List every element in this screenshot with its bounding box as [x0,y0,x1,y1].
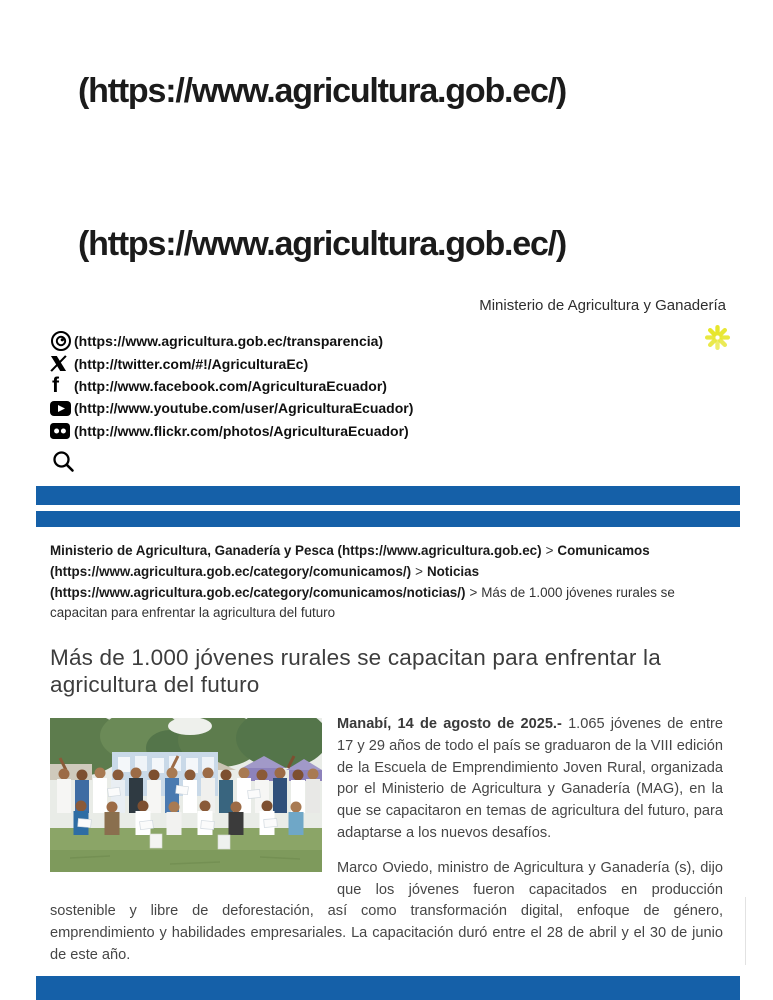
article-paragraph-2: Marco Oviedo, ministro de Agricultura y Ganadería (s), dijo que los jóvenes fueron capacitados en producción sostenible y libre de deforestación, así como transformación digital, enfoque de género, emprendimiento y habilidades empresariales. La capacitación duró entre el 28 de abril y el 30 de junio de este año. [50,859,723,963]
flickr-link[interactable] [50,420,413,442]
loading-spinner-icon [703,323,732,357]
twitter-link[interactable] [50,352,413,374]
facebook-icon: f [52,374,59,398]
article-paragraph-1-text: 1.065 jóvenes de entre 17 y 29 años de todo el país se graduaron de la VIII edición de la Escuela de Emprendimiento Joven Rural, organizada por el Ministerio de Agricultura y Ganadería (MAG), en la que se capacitaron en temas de agricultura del futuro, para adaptarse a los nuevos desafíos. [337,716,723,841]
social-links [50,330,413,442]
facebook-link[interactable] [50,375,413,397]
page-title: Más de 1.000 jóvenes rurales se capacitan para enfrentar la agricultura del futuro [50,645,661,697]
breadcrumb-separator: > [415,563,423,579]
footer-bar [36,976,740,1000]
search-icon [51,449,76,474]
youtube-link-label: (http://www.youtube.com/user/AgriculturaEcuador) [74,400,414,417]
facebook-link-label: (http://www.facebook.com/AgriculturaEcuador) [74,377,387,394]
breadcrumb-current-page: Más de 1.000 jóvenes rurales se capacitan para enfrentar la agricultura del futuro [50,584,675,621]
search-button[interactable] [51,449,76,479]
scrollbar-track-line [745,897,746,965]
flickr-link-label: (http://www.flickr.com/photos/AgriculturaEcuador) [74,422,409,439]
eye-icon [50,330,74,352]
breadcrumb-link-noticias[interactable]: Noticias (https://www.agricultura.gob.ec/category/comunicamos/noticias/) [50,563,480,600]
transparencia-link[interactable] [50,330,413,352]
youtube-icon [50,401,74,416]
breadcrumb-link-comunicamos[interactable]: Comunicamos (https://www.agricultura.gob.ec/category/comunicamos/) [50,543,650,579]
breadcrumb-separator: > [545,543,554,558]
article-photo [50,718,322,872]
nav-bar-top [36,486,740,505]
article-dateline: Manabí, 14 de agosto de 2025.- [337,716,562,732]
article-body [50,714,723,967]
flickr-icon [50,423,74,439]
twitter-link-label: (http://twitter.com/#!/AgriculturaEc) [74,355,309,372]
youtube-link[interactable] [50,397,413,419]
breadcrumb-separator: > [469,584,478,600]
breadcrumb-link-home[interactable]: Ministerio de Agricultura, Ganadería y Pesca (https://www.agricultura.gob.ec) [50,543,542,558]
x-twitter-icon [50,355,74,372]
transparencia-link-label: (https://www.agricultura.gob.ec/transparencia) [74,333,384,350]
home-logo-link-secondary[interactable]: (https://www.agricultura.gob.ec/) [78,225,567,263]
nav-bar-secondary [36,511,740,527]
site-name: Ministerio de Agricultura y Ganadería [479,297,726,314]
home-logo-link[interactable]: (https://www.agricultura.gob.ec/) [78,72,567,110]
breadcrumb [50,541,712,624]
